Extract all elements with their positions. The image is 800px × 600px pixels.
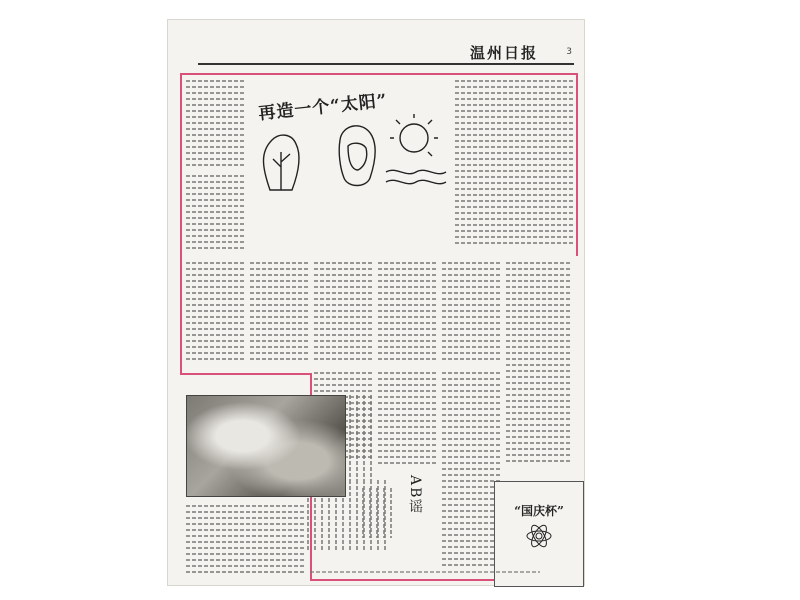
text-column — [314, 262, 374, 367]
text-column — [186, 262, 246, 367]
text-column — [186, 80, 246, 170]
vertical-text-column — [352, 488, 392, 538]
newspaper-title: 温州日报 — [469, 44, 538, 62]
woman-face — [348, 143, 367, 170]
highlight-border-top — [180, 73, 576, 75]
contest-emblem-icon — [525, 522, 553, 550]
highlight-border-bottom-left — [180, 373, 310, 375]
wave-lines — [386, 170, 446, 183]
vertical-text-column — [348, 395, 372, 480]
highlight-border-left — [180, 73, 182, 373]
text-column — [186, 505, 304, 580]
woman-hair — [339, 126, 375, 186]
side-article-title: AB谣 — [407, 475, 423, 516]
article-illustration — [252, 112, 452, 197]
tree-branches — [273, 152, 290, 190]
masthead — [198, 43, 574, 65]
text-column — [455, 80, 573, 250]
contest-name: “国庆杯” — [514, 504, 564, 518]
text-column — [442, 262, 502, 367]
text-column — [250, 262, 310, 367]
text-column — [506, 262, 572, 472]
highlight-border-right — [576, 73, 578, 256]
sun-icon — [400, 124, 428, 152]
page-number: 3 — [566, 47, 572, 57]
text-column — [186, 175, 246, 255]
article-title: 再造一个“太阳” — [257, 90, 389, 125]
text-column — [378, 262, 438, 367]
sun-rays — [390, 114, 438, 156]
text-column — [378, 372, 438, 467]
photo-illustration — [186, 395, 346, 497]
text-column — [442, 372, 502, 572]
footnote-line — [310, 571, 540, 575]
